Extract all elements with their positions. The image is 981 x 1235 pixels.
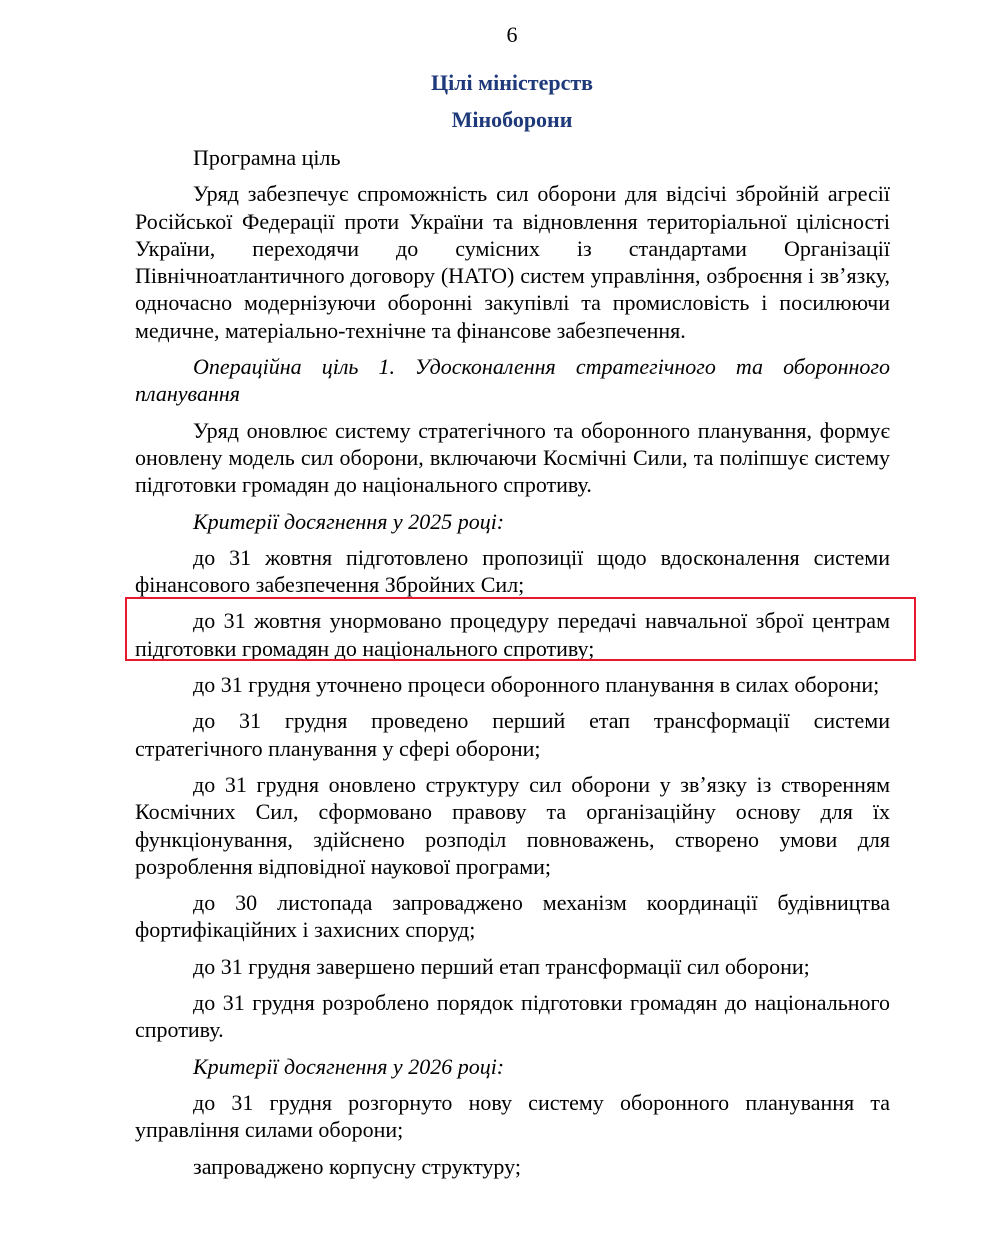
ministry-heading: Міноборони	[451, 107, 573, 132]
criterion-item: до 30 листопада запроваджено механізм координації будівництва фортифікаційних і захисних споруд;	[135, 890, 890, 943]
criterion-item: до 31 грудня оновлено структуру сил оборони у звʼязку із створенням Космічних Сил, сформовано правову та організаційну основу для їх функціонування, здійснено розподіл повноважень, створено умови для розроблення відповідної наукової програми;	[135, 771, 890, 879]
highlight-box	[125, 597, 916, 661]
document-body	[135, 144, 890, 1189]
criterion-item: запроваджено корпусну структуру;	[193, 1153, 521, 1179]
criterion-item: до 31 грудня уточнено процеси оборонного планування в силах оборони;	[193, 672, 880, 698]
criterion-item: до 31 грудня розроблено порядок підготовки громадян до національного спротиву.	[135, 990, 890, 1043]
paragraph-criteria-2026: Критерії досягнення у 2026 році:	[193, 1053, 505, 1079]
paragraph-program-goal: Уряд забезпечує спроможність сил оборони для відсічі збройній агресії Російської Федерації проти України та відновлення територіальної цілісності України, переходячи до сумісних із стандартами Організації Північноатлантичного договору (НАТО) систем управління, озброєння і звʼязку, одночасно модернізуючи оборонні закупівлі та промисловість і посилюючи медичне, матеріально-технічне та фінансове забезпечення.	[135, 181, 890, 343]
criterion-item: до 31 жовтня підготовлено пропозиції щодо вдосконалення системи фінансового забезпечення Збройних Сил;	[135, 544, 890, 598]
paragraph-operational-goal-description: Уряд оновлює систему стратегічного та оборонного планування, формує оновлену модель сил оборони, включаючи Космічні Сили, та поліпшує систему підготовки громадян до національного спротиву.	[135, 417, 890, 498]
paragraph-operational-goal-1: Операційна ціль 1. Удосконалення стратегічного та оборонного планування	[135, 354, 890, 407]
page-number: 6	[506, 22, 518, 47]
criterion-item-highlighted: до 31 жовтня унормовано процедуру передачі навчальної зброї центрам підготовки громадян до національного спротиву;	[135, 608, 890, 661]
criterion-item: до 31 грудня розгорнуто нову систему оборонного планування та управління силами оборони;	[135, 1089, 890, 1143]
paragraph-criteria-2025: Критерії досягнення у 2025 році:	[193, 508, 505, 534]
criterion-item: до 31 грудня проведено перший етап трансформації системи стратегічного планування у сфері оборони;	[135, 708, 890, 761]
section-heading: Цілі міністерств	[430, 70, 594, 95]
criterion-item: до 31 грудня завершено перший етап трансформації сил оборони;	[193, 953, 810, 979]
paragraph-program-goal-label: Програмна ціль	[193, 145, 341, 170]
